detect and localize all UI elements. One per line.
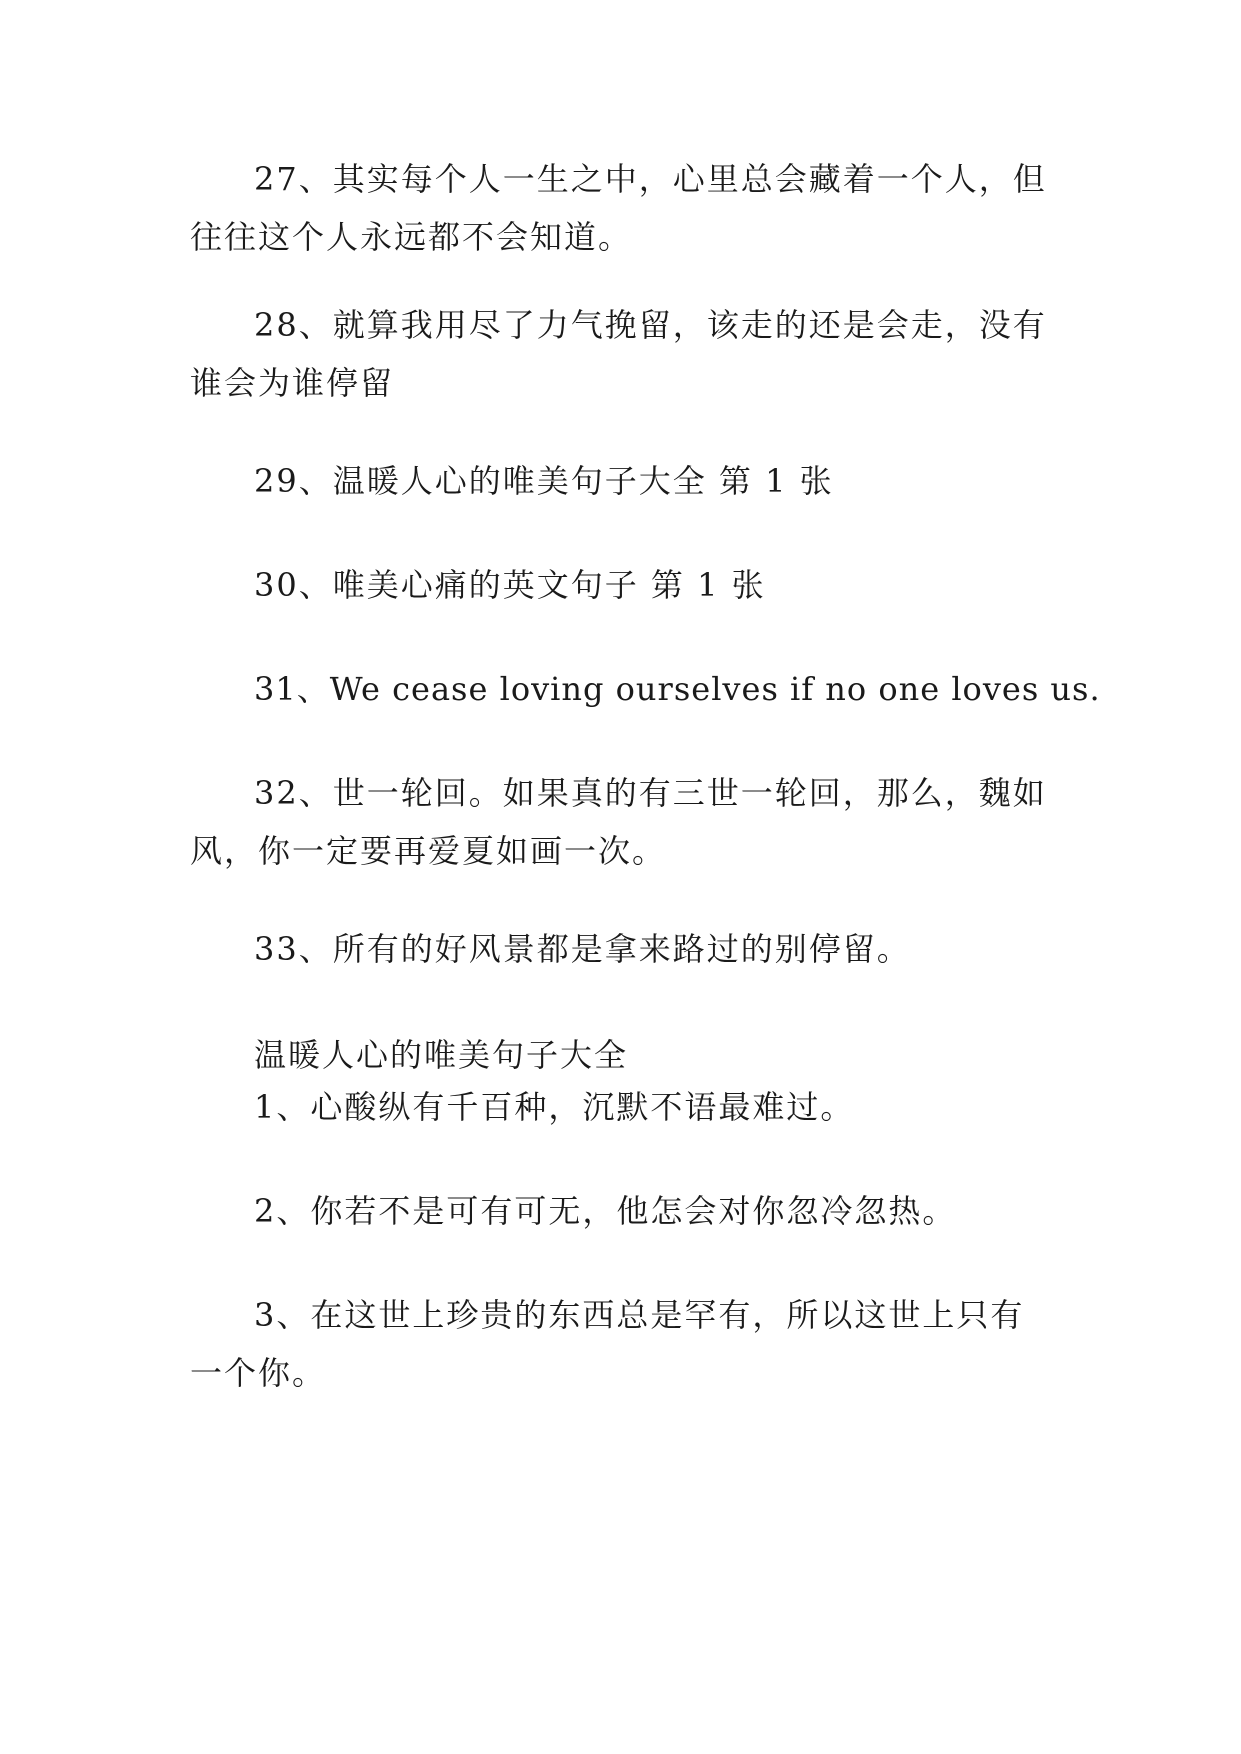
list-item: 1、心酸纵有千百种，沉默不语最难过。 [254, 1088, 855, 1126]
paragraph-27: 27、其实每个人一生之中，心里总会藏着一个人，但往往这个人永远都不会知道。 [190, 160, 1047, 256]
paragraph-31: 31、We cease loving ourselves if no one loves us. [254, 670, 1101, 708]
paragraph-28: 28、就算我用尽了力气挽留，该走的还是会走，没有谁会为谁停留 [190, 306, 1047, 402]
paragraph-32: 32、世一轮回。如果真的有三世一轮回，那么，魏如风，你一定要再爱夏如画一次。 [190, 774, 1047, 870]
section-title: 温暖人心的唯美句子大全 [254, 1036, 629, 1074]
list-item: 2、你若不是可有可无，他怎会对你忽冷忽热。 [254, 1192, 957, 1230]
list-item: 3、在这世上珍贵的东西总是罕有，所以这世上只有一个你。 [190, 1296, 1025, 1392]
paragraph-33: 33、所有的好风景都是拿来路过的别停留。 [254, 930, 911, 968]
paragraph-29: 29、温暖人心的唯美句子大全 第 1 张 [254, 462, 834, 500]
paragraph-30: 30、唯美心痛的英文句子 第 1 张 [254, 566, 766, 604]
